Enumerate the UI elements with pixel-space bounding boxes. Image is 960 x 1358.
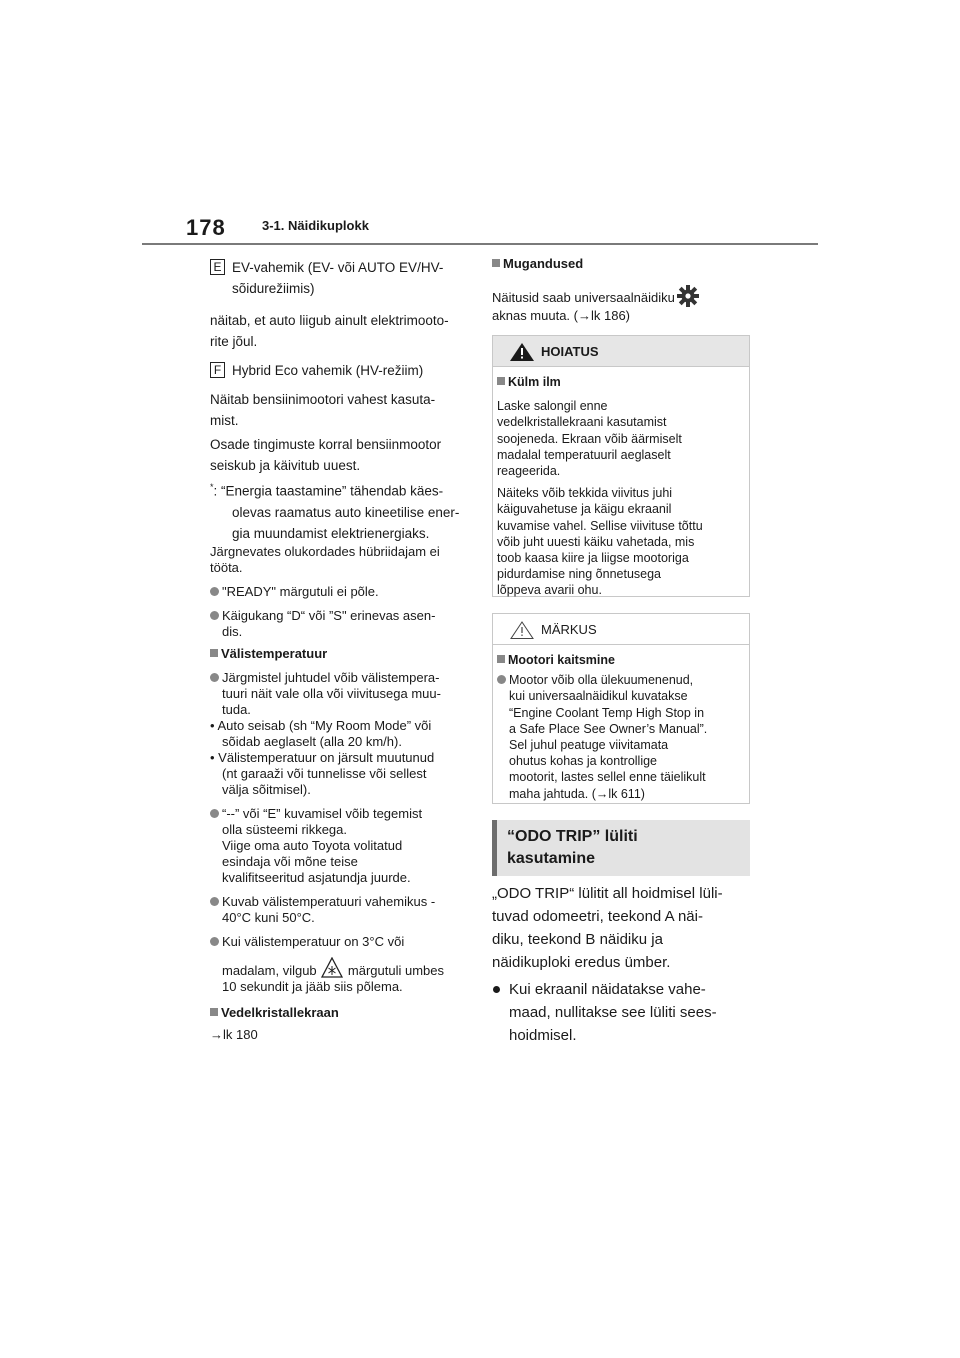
footnote [210,477,459,544]
f-desc-line-1: Näitab bensiinimootori vahest kasuta- [210,392,436,407]
section-title: 3-1. Näidikuplokk [262,218,369,233]
outside-sub-2: • Välistemperatuur on järsult muutunud (nt garaaži või tunnelisse või sellest välja sõitmisel). [210,750,435,797]
warning-title: HOIATUS [541,344,599,359]
bullet-dot [497,675,506,684]
outside-temp-section [210,646,472,1043]
odo-bullet-1: Kui ekraanil näidatakse vahe- maad, nullitakse see lüliti sees- hoidmisel. [492,978,754,1047]
f-label: Hybrid Eco vahemik (HV-režiim) [232,363,424,378]
warning-box [492,335,750,597]
outside-sub-1: • Auto seisab (sh “My Room Mode” või sõidab aeglaselt (alla 20 km/h). [210,718,432,749]
customization-section [492,256,750,324]
outside-bullet-3: Kuvab välistemperatuuri vahemikus - 40°C kuni 50°C. [210,894,472,926]
outside-bullet-2: “--” või “E” kuvamisel võib tegemist olla süsteemi rikkega. Viige oma auto Toyota volitatud esindaja või mõne teise kvalifitseeritud asjatundja juurde. [210,806,472,886]
warning-heading: Külm ilm [497,374,745,390]
f-description [210,389,435,431]
f-item [210,360,423,381]
hybrid-intro-line-1: Järgnevates olukordades hübriidajam ei [210,544,440,559]
outside-bullet-1: Järgmistel juhtudel võib välistempera- tuuri näit vale olla või viivitusega muu- tuda. [210,670,472,718]
customization-text: Näitusid saab universaalnäidiku aknas muuta. (→lk 186) [492,284,750,324]
notice-header [493,614,749,645]
hybrid-intro-line-2: tööta. [210,560,243,575]
f-desc-line-2: mist. [210,413,239,428]
notice-box [492,613,750,804]
f-desc2-line-1: Osade tingimuste korral bensiinmootor [210,437,442,452]
bullet-dot [210,809,219,818]
e-description [210,310,449,352]
footnote-mark: * [210,482,214,492]
outside-temp-heading: Välistemperatuur [210,646,472,662]
warning-paragraph-1: Laske salongil enne vedelkristallekraani kasutamist soojeneda. Ekraan võib äärmiselt madalal temperatuuril aeglaselt reageerida. [497,399,682,479]
notice-bullet-1: Mootor võib olla ülekuumenenud, kui universaalnäidikul kuvatakse “Engine Coolant Temp High Stop in a Safe Place See Owner’s Manual”. Sel juhul peatuge viivitamata ohutus kohas ja kontrollige mootorit, lastes sellel enne täielikult maha jahtuda. (→lk 611) [497,672,745,802]
page-number: 178 [186,215,226,240]
footnote-line-3: gia muundamist elektrienergiaks. [232,525,430,541]
warning-header [493,336,749,367]
marker-f: F [210,362,225,378]
e-label-line-2: sõidurežiimis) [232,281,315,296]
lcd-heading: Vedelkristallekraan [210,1005,472,1021]
e-desc-line-2: rite jõul. [210,334,258,349]
bullet-dot [210,937,219,946]
hybrid-bullet-2: Käigukang “D“ või ”S" erinevas asen- dis. [210,608,470,640]
warning-triangle-icon [510,343,534,361]
notice-heading: Mootori kaitsmine [497,652,745,668]
warning-body [493,367,749,599]
odo-trip-title: “ODO TRIP” lüliti kasutamine [507,828,638,867]
f-desc2-line-2: seiskub ja käivitub uuest. [210,458,361,473]
footnote-line-1: : “Energia taastamine” tähendab käes- [213,483,444,499]
heading-square [210,1008,218,1016]
hybrid-bullet-1: "READY" märgutuli ei põle. [210,584,470,600]
notice-triangle-icon [510,621,534,639]
odo-trip-heading-bar [492,820,750,876]
bullet-dot [210,897,219,906]
odo-trip-body: „ODO TRIP“ lülitit all hoidmisel lüli- tuvad odomeetri, teekond A näi- diku, teekond B näidiku ja näidikuploki eredus ümber. Kui ekraanil näidatakse vahe- maad, nullitakse see lüliti sees- hoidmisel. [492,882,754,1047]
footnote-line-2: olevas raamatus auto kineetilise ener- [232,504,460,520]
warning-paragraph-2: Näiteks võib tekkida viivitus juhi käiguvahetuse ja käigu ekraanil kuvamise vahel. Sellise viivituse tõttu võib juht uuesti käiku vahetada, mis toob kaasa kiire ja liigse mootoriga pidurdamise ning õnnetusega lõppeva avarii ohu. [497,486,703,598]
e-desc-line-1: näitab, et auto liigub ainult elektrimooto- [210,313,449,328]
outside-bullet-4: Kui välistemperatuur on 3°C või madalam, vilgub märgutuli umbes 10 sekundit ja jääb siis põlema. [210,934,472,995]
snowflake-warning-icon [321,957,343,979]
heading-square [497,377,505,385]
notice-body [493,645,749,802]
heading-square [210,649,218,657]
gear-icon [676,284,700,308]
marker-e: E [210,259,225,275]
e-item [210,257,443,299]
e-label-line-1: EV-vahemik (EV- või AUTO EV/HV- [232,260,444,275]
heading-square [492,259,500,267]
lcd-ref: →lk 180 [210,1027,258,1042]
customization-heading: Mugandused [492,256,750,272]
notice-title: MÄRKUS [541,622,597,637]
header-rule [142,243,818,245]
f-description-2 [210,434,441,476]
hybrid-section [210,544,470,640]
bullet-dot [210,611,219,620]
bullet-dot [210,673,219,682]
heading-square [497,655,505,663]
bullet-dot [210,587,219,596]
bullet-dot [493,986,500,993]
